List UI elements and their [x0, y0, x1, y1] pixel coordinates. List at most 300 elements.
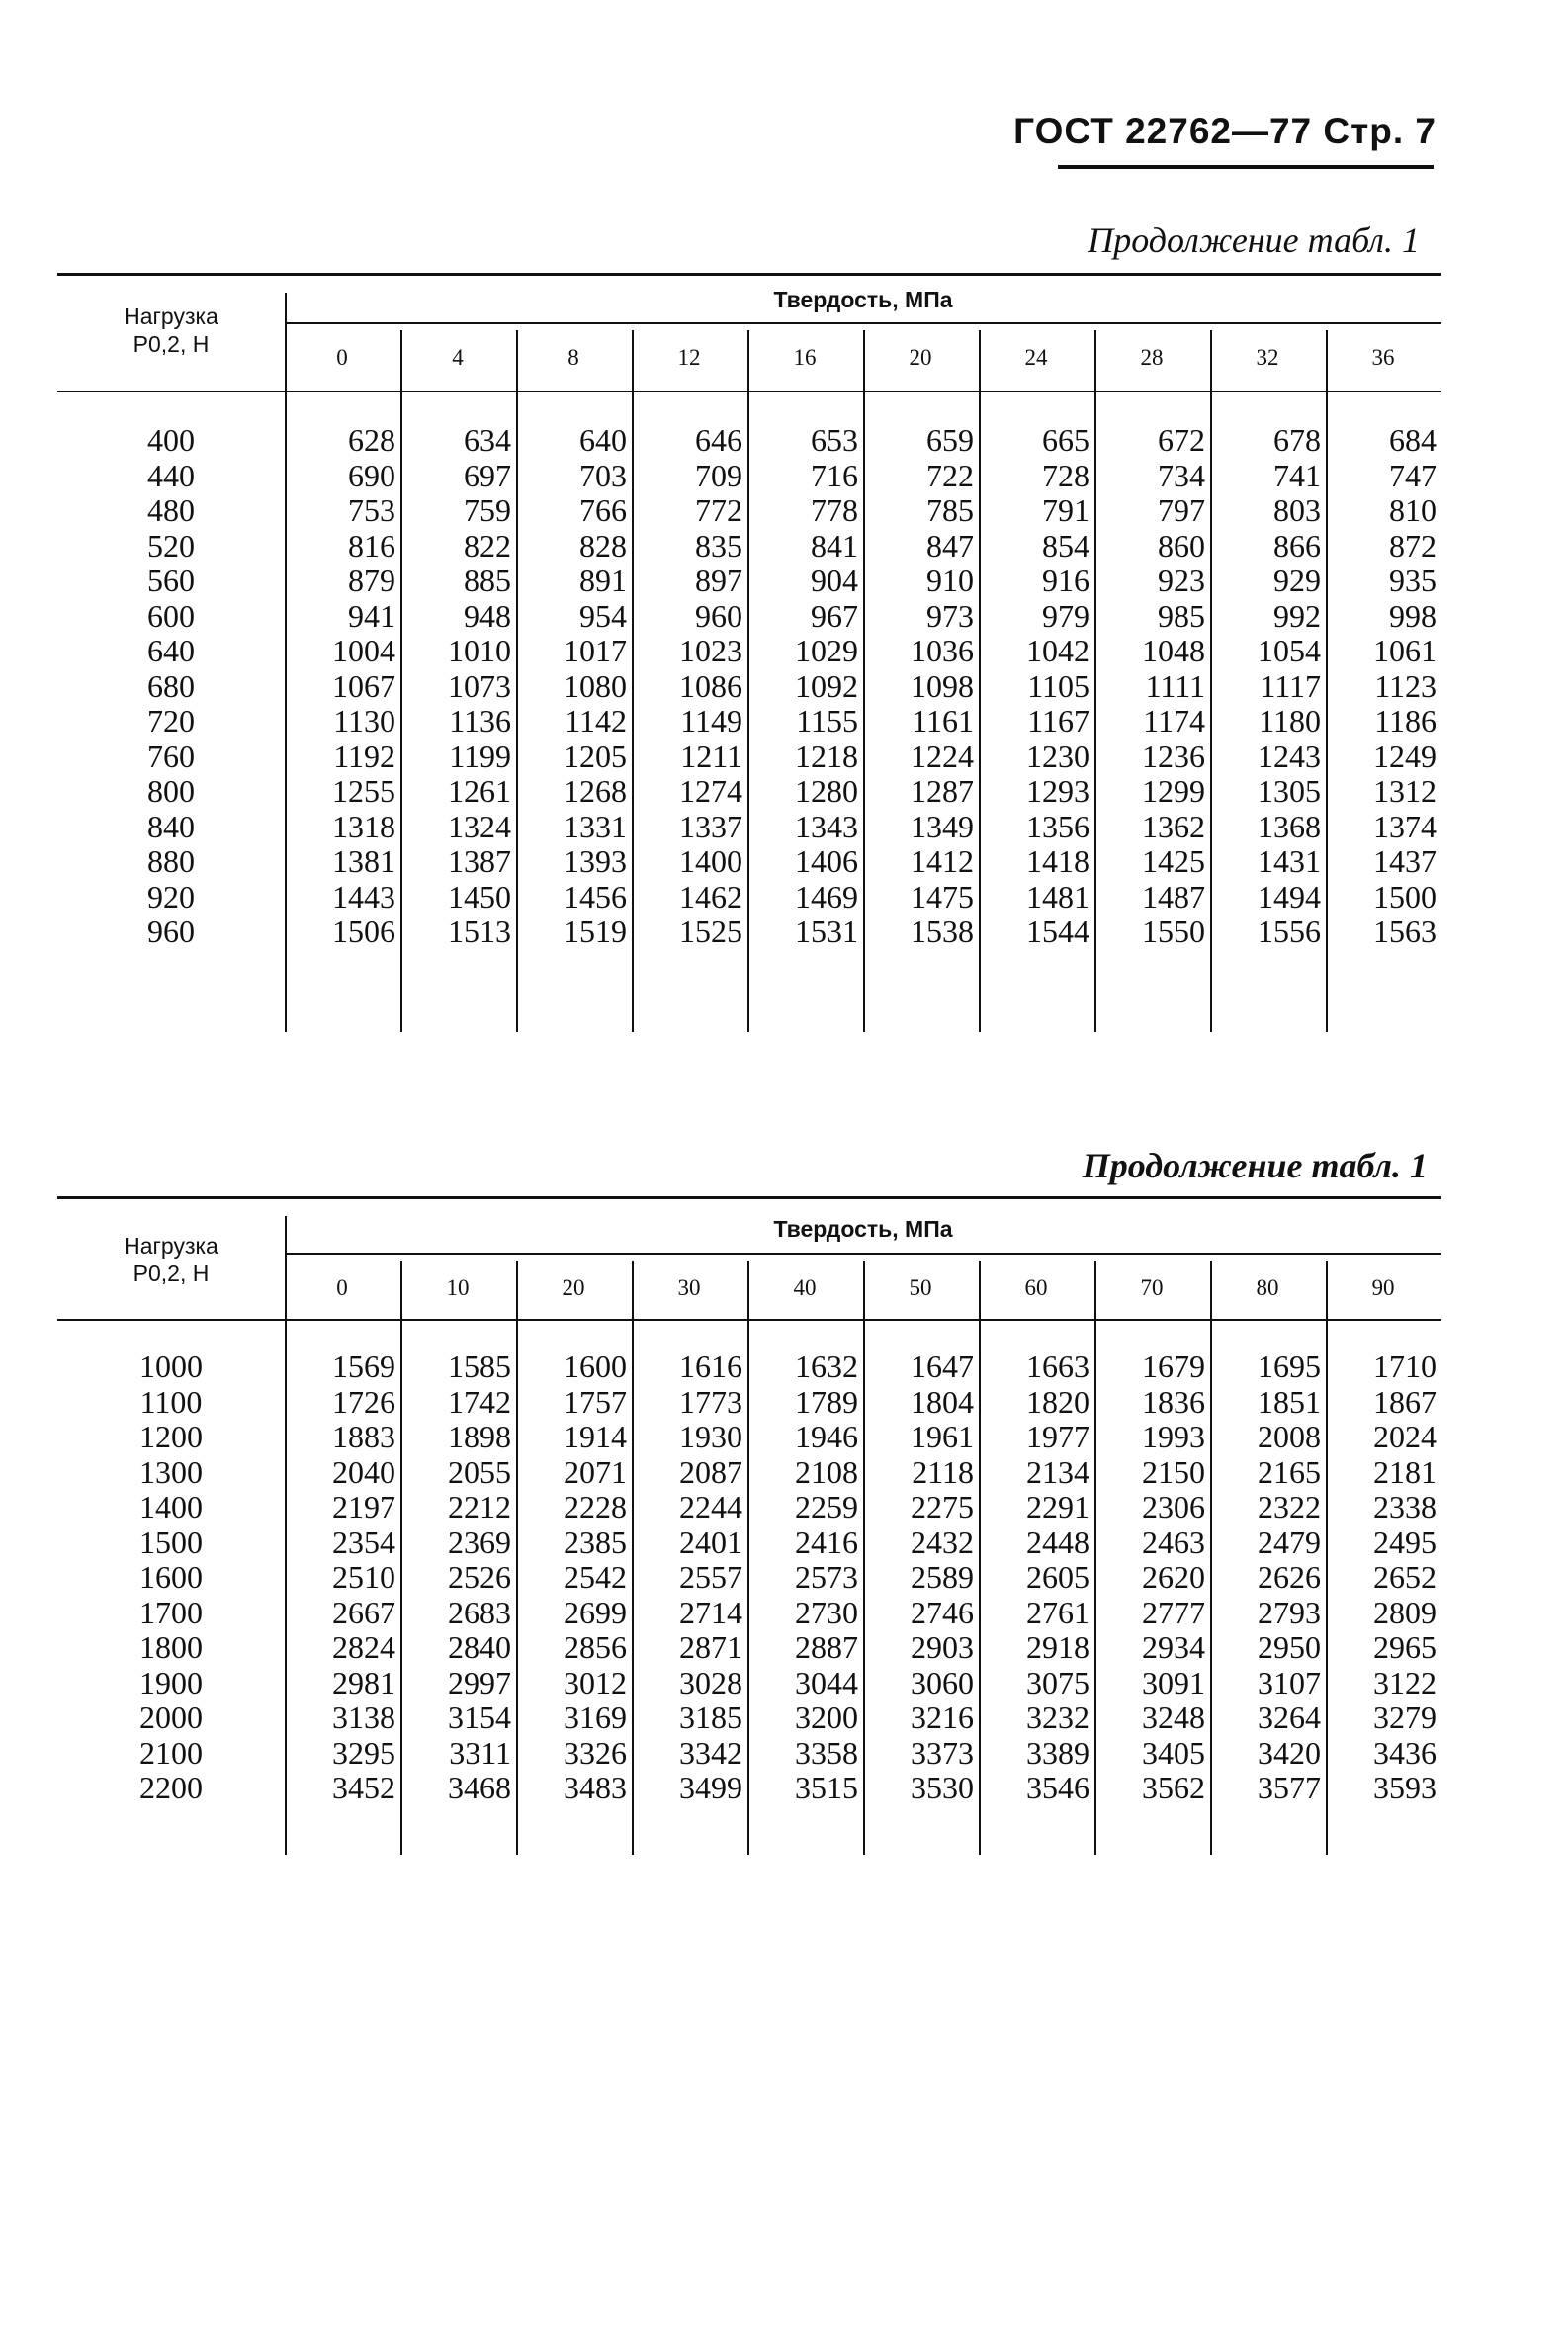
table-cell: 1274 — [679, 773, 742, 809]
table-cell: 1742 — [448, 1383, 511, 1420]
hardness-column — [632, 1350, 742, 1806]
table-cell: 3468 — [448, 1770, 511, 1805]
table-cell: 1230 — [1026, 738, 1089, 774]
table-cell: 1851 — [1258, 1383, 1321, 1420]
hardness-column — [1326, 423, 1437, 950]
column-header: 60 — [1024, 1275, 1048, 1300]
table-cell: 3389 — [1026, 1734, 1089, 1771]
load-value: 1100 — [139, 1383, 203, 1420]
table-cell: 785 — [926, 492, 974, 528]
load-column — [57, 423, 285, 950]
table-cell: 1174 — [1143, 703, 1205, 739]
column-header: 24 — [1024, 345, 1048, 370]
load-value: 880 — [147, 843, 195, 879]
table-cell: 1029 — [795, 633, 858, 668]
table-cell: 1710 — [1373, 1349, 1437, 1384]
table-cell: 1192 — [333, 738, 395, 774]
table-cell: 1494 — [1258, 878, 1321, 915]
table-cell: 992 — [1273, 597, 1321, 634]
table-cell: 2714 — [679, 1594, 742, 1630]
hardness-column — [516, 423, 627, 950]
hardness-column — [979, 423, 1089, 950]
table-cell: 2840 — [448, 1629, 511, 1665]
table-cell: 2589 — [911, 1559, 974, 1595]
table-cell: 1287 — [911, 773, 974, 809]
header-bottom-rule — [57, 391, 1441, 392]
table-cell: 1425 — [1142, 843, 1205, 879]
table-cell: 2448 — [1026, 1524, 1089, 1560]
hardness-column — [400, 1350, 511, 1806]
load-value: 2200 — [139, 1770, 203, 1805]
table-cell: 872 — [1389, 527, 1437, 564]
table-cell: 1149 — [680, 703, 742, 739]
table-cell: 3342 — [679, 1734, 742, 1771]
column-header: 20 — [562, 1275, 585, 1300]
load-value: 720 — [147, 703, 195, 739]
table-cell: 1663 — [1026, 1349, 1089, 1384]
table-cell: 2809 — [1373, 1594, 1437, 1630]
table-cell: 734 — [1158, 457, 1205, 493]
table-cell: 709 — [695, 457, 742, 493]
table-cell: 2354 — [332, 1524, 395, 1560]
table-cell: 1993 — [1142, 1419, 1205, 1454]
table-cell: 791 — [1042, 492, 1089, 528]
table-cell: 973 — [926, 597, 974, 634]
table-cell: 3279 — [1373, 1699, 1437, 1735]
table-cell: 1462 — [679, 878, 742, 915]
load-value: 2100 — [139, 1734, 203, 1771]
table-cell: 1647 — [911, 1349, 974, 1384]
table-cell: 2965 — [1373, 1629, 1437, 1665]
table-cell: 822 — [464, 527, 511, 564]
table-cell: 2150 — [1142, 1453, 1205, 1490]
table-cell: 1804 — [911, 1383, 974, 1420]
table-cell: 816 — [348, 527, 395, 564]
table-cell: 3200 — [795, 1699, 858, 1735]
table-cell: 1400 — [679, 843, 742, 879]
table-cell: 2824 — [332, 1629, 395, 1665]
table-cell: 1054 — [1258, 633, 1321, 668]
page-header — [1013, 111, 1437, 152]
table-cell: 672 — [1158, 422, 1205, 458]
table-cell: 2338 — [1373, 1489, 1437, 1524]
hardness-column — [1094, 1350, 1205, 1806]
table-cell: 1155 — [796, 703, 858, 739]
table-cell: 2730 — [795, 1594, 858, 1630]
table-cell: 653 — [811, 422, 858, 458]
column-header: 16 — [793, 345, 817, 370]
table-cell: 1600 — [564, 1349, 627, 1384]
table-cell: 3295 — [332, 1734, 395, 1771]
hardness-column — [863, 1350, 974, 1806]
table-cell: 2306 — [1142, 1489, 1205, 1524]
table-cell: 1616 — [679, 1349, 742, 1384]
column-header: 12 — [677, 345, 701, 370]
table-cell: 1469 — [795, 878, 858, 915]
header-bottom-rule — [57, 1319, 1441, 1321]
load-value: 1400 — [139, 1489, 203, 1524]
load-value: 1700 — [139, 1594, 203, 1630]
table-cell: 3499 — [679, 1770, 742, 1805]
load-value: 1000 — [139, 1349, 203, 1384]
table-cell: 2108 — [795, 1453, 858, 1490]
table-cell: 1061 — [1373, 633, 1437, 668]
table-cell: 916 — [1042, 563, 1089, 598]
table-cell: 3577 — [1258, 1770, 1321, 1805]
table-cell: 1092 — [795, 667, 858, 704]
table-cell: 1186 — [1374, 703, 1437, 739]
load-value: 920 — [147, 878, 195, 915]
table-cell: 2777 — [1142, 1594, 1205, 1630]
table-2-caption: Продолжение табл. 1 — [1082, 1146, 1428, 1185]
table-cell: 2055 — [448, 1453, 511, 1490]
table-cell: 1456 — [564, 878, 627, 915]
column-header: 90 — [1371, 1275, 1395, 1300]
hardness-column — [1326, 1350, 1437, 1806]
column-header: 50 — [909, 1275, 932, 1300]
table-cell: 2495 — [1373, 1524, 1437, 1560]
hardness-column — [400, 423, 511, 950]
table-cell: 2793 — [1258, 1594, 1321, 1630]
table-cell: 3060 — [911, 1664, 974, 1700]
table-cell: 2181 — [1373, 1453, 1437, 1490]
table-cell: 891 — [579, 563, 627, 598]
table-cell: 1757 — [564, 1383, 627, 1420]
table-cell: 1443 — [332, 878, 395, 915]
table-cell: 967 — [811, 597, 858, 634]
table-cell: 2605 — [1026, 1559, 1089, 1595]
table-cell: 2652 — [1373, 1559, 1437, 1595]
table-cell: 1318 — [332, 808, 395, 844]
column-header: 40 — [793, 1275, 817, 1300]
table-cell: 2761 — [1026, 1594, 1089, 1630]
load-header — [57, 303, 285, 358]
load-header — [57, 1232, 285, 1287]
table-cell: 3264 — [1258, 1699, 1321, 1735]
table-cell: 1836 — [1142, 1383, 1205, 1420]
table-cell: 1475 — [911, 878, 974, 915]
table-cell: 885 — [464, 563, 511, 598]
table-cell: 2620 — [1142, 1559, 1205, 1595]
table-cell: 847 — [926, 527, 974, 564]
table-cell: 1312 — [1373, 773, 1437, 809]
table-cell: 1538 — [911, 914, 974, 949]
table-cell: 690 — [348, 457, 395, 493]
table-cell: 3436 — [1373, 1734, 1437, 1771]
table-cell: 1525 — [679, 914, 742, 949]
table-cell: 1356 — [1026, 808, 1089, 844]
table-cell: 2291 — [1026, 1489, 1089, 1524]
table-cell: 2871 — [679, 1629, 742, 1665]
table-cell: 1331 — [564, 808, 627, 844]
table-cell: 659 — [926, 422, 974, 458]
column-header: 32 — [1256, 345, 1279, 370]
table-cell: 979 — [1042, 597, 1089, 634]
table-cell: 646 — [695, 422, 742, 458]
hardness-column — [747, 1350, 858, 1806]
hardness-column — [632, 423, 742, 950]
table-cell: 3546 — [1026, 1770, 1089, 1805]
table-cell: 1305 — [1258, 773, 1321, 809]
table-cell: 910 — [926, 563, 974, 598]
load-value: 800 — [147, 773, 195, 809]
page-header-text: ГОСТ 22762—77 Стр. 7 — [1013, 111, 1437, 151]
column-header: 0 — [336, 1275, 348, 1300]
table-cell: 753 — [348, 492, 395, 528]
table-cell: 3122 — [1373, 1664, 1437, 1700]
load-value: 1800 — [139, 1629, 203, 1665]
table-cell: 1218 — [795, 738, 858, 774]
table-cell: 2322 — [1258, 1489, 1321, 1524]
table-cell: 810 — [1389, 492, 1437, 528]
table-cell: 2024 — [1373, 1419, 1437, 1454]
table-cell: 2526 — [448, 1559, 511, 1595]
table-cell: 3373 — [911, 1734, 974, 1771]
table-cell: 2275 — [911, 1489, 974, 1524]
table-cell: 3452 — [332, 1770, 395, 1805]
table-cell: 1123 — [1374, 667, 1437, 704]
table-cell: 3405 — [1142, 1734, 1205, 1771]
column-header: 8 — [567, 345, 579, 370]
table-cell: 3012 — [564, 1664, 627, 1700]
table-cell: 1280 — [795, 773, 858, 809]
load-value: 1600 — [139, 1559, 203, 1595]
load-header-label: Нагрузка — [124, 1233, 218, 1259]
table-cell: 985 — [1158, 597, 1205, 634]
table-cell: 2165 — [1258, 1453, 1321, 1490]
table-cell: 1023 — [679, 633, 742, 668]
table-cell: 1224 — [911, 738, 974, 774]
table-cell: 1506 — [332, 914, 395, 949]
table-cell: 1293 — [1026, 773, 1089, 809]
table-cell: 1418 — [1026, 843, 1089, 879]
table-cell: 3311 — [449, 1734, 511, 1771]
load-value: 1200 — [139, 1419, 203, 1454]
table-1-caption: Продолжение табл. 1 — [1088, 220, 1420, 260]
table-cell: 2542 — [564, 1559, 627, 1595]
load-value: 760 — [147, 738, 195, 774]
column-header: 0 — [336, 345, 348, 370]
table-cell: 1337 — [679, 808, 742, 844]
table-cell: 697 — [464, 457, 511, 493]
table-cell: 772 — [695, 492, 742, 528]
table-cell: 1136 — [449, 703, 511, 739]
table-cell: 935 — [1389, 563, 1437, 598]
table-cell: 1387 — [448, 843, 511, 879]
column-header: 70 — [1140, 1275, 1164, 1300]
table-cell: 948 — [464, 597, 511, 634]
table-cell: 3185 — [679, 1699, 742, 1735]
load-value: 600 — [147, 597, 195, 634]
table-cell: 866 — [1273, 527, 1321, 564]
hardness-column — [285, 423, 395, 950]
table-cell: 2903 — [911, 1629, 974, 1665]
table-cell: 2918 — [1026, 1629, 1089, 1665]
column-header: 80 — [1256, 1275, 1279, 1300]
table-cell: 2416 — [795, 1524, 858, 1560]
table-cell: 2087 — [679, 1453, 742, 1490]
load-value: 440 — [147, 457, 195, 493]
table-cell: 1343 — [795, 808, 858, 844]
column-header: 10 — [446, 1275, 470, 1300]
table-cell: 640 — [579, 422, 627, 458]
table-cell: 3326 — [564, 1734, 627, 1771]
table-cell: 1883 — [332, 1419, 395, 1454]
table-cell: 766 — [579, 492, 627, 528]
load-header-symbol: P0,2, Н — [132, 1261, 210, 1286]
hardness-column — [1210, 1350, 1321, 1806]
column-header: 20 — [909, 345, 932, 370]
table-cell: 3530 — [911, 1770, 974, 1805]
table-cell: 1563 — [1373, 914, 1437, 949]
table-cell: 954 — [579, 597, 627, 634]
load-value: 2000 — [139, 1699, 203, 1735]
table-cell: 2259 — [795, 1489, 858, 1524]
table-cell: 1519 — [564, 914, 627, 949]
table-cell: 2244 — [679, 1489, 742, 1524]
table-cell: 1679 — [1142, 1349, 1205, 1384]
table-cell: 1412 — [911, 843, 974, 879]
table-cell: 854 — [1042, 527, 1089, 564]
table-cell: 1073 — [448, 667, 511, 704]
table-cell: 860 — [1158, 527, 1205, 564]
table-cell: 2479 — [1258, 1524, 1321, 1560]
table-cell: 803 — [1273, 492, 1321, 528]
table-cell: 1773 — [679, 1383, 742, 1420]
table-cell: 998 — [1389, 597, 1437, 634]
table-cell: 2950 — [1258, 1629, 1321, 1665]
table-cell: 1374 — [1373, 808, 1437, 844]
hardness-header: Твердость, МПа — [773, 287, 953, 312]
table-cell: 634 — [464, 422, 511, 458]
hardness-column — [1094, 423, 1205, 950]
load-value: 1300 — [139, 1453, 203, 1490]
table-cell: 2981 — [332, 1664, 395, 1700]
table-cell: 2385 — [564, 1524, 627, 1560]
table-top-rule — [57, 1196, 1441, 1199]
table-cell: 2626 — [1258, 1559, 1321, 1595]
table-cell: 1544 — [1026, 914, 1089, 949]
table-cell: 2934 — [1142, 1629, 1205, 1665]
table-cell: 841 — [811, 527, 858, 564]
table-cell: 1211 — [680, 738, 742, 774]
table-cell: 1381 — [332, 843, 395, 879]
table-cell: 1036 — [911, 633, 974, 668]
table-cell: 2463 — [1142, 1524, 1205, 1560]
table-cell: 3358 — [795, 1734, 858, 1771]
table-cell: 778 — [811, 492, 858, 528]
column-header: 28 — [1140, 345, 1164, 370]
table-top-rule — [57, 273, 1441, 276]
table-cell: 678 — [1273, 422, 1321, 458]
table-cell: 2118 — [912, 1453, 974, 1490]
table-cell: 1914 — [564, 1419, 627, 1454]
hardness-column — [1210, 423, 1321, 950]
table-cell: 3248 — [1142, 1699, 1205, 1735]
load-value: 480 — [147, 492, 195, 528]
table-cell: 1531 — [795, 914, 858, 949]
load-header-label: Нагрузка — [124, 304, 218, 329]
table-cell: 728 — [1042, 457, 1089, 493]
table-cell: 1431 — [1258, 843, 1321, 879]
table-cell: 1111 — [1145, 667, 1205, 704]
table-cell: 1261 — [448, 773, 511, 809]
table-cell: 1487 — [1142, 878, 1205, 915]
table-cell: 2683 — [448, 1594, 511, 1630]
table-cell: 3075 — [1026, 1664, 1089, 1700]
table-cell: 1067 — [332, 667, 395, 704]
table-cell: 1324 — [448, 808, 511, 844]
table-cell: 1585 — [448, 1349, 511, 1384]
table-cell: 3515 — [795, 1770, 858, 1805]
table-cell: 665 — [1042, 422, 1089, 458]
table-cell: 628 — [348, 422, 395, 458]
table-cell: 1437 — [1373, 843, 1437, 879]
table-cell: 797 — [1158, 492, 1205, 528]
table-cell: 2557 — [679, 1559, 742, 1595]
table-cell: 2432 — [911, 1524, 974, 1560]
table-cell: 1268 — [564, 773, 627, 809]
table-cell: 1243 — [1258, 738, 1321, 774]
table-cell: 1080 — [564, 667, 627, 704]
table-cell: 1695 — [1258, 1349, 1321, 1384]
table-cell: 960 — [695, 597, 742, 634]
table-cell: 1513 — [448, 914, 511, 949]
table-cell: 1556 — [1258, 914, 1321, 949]
table-cell: 2071 — [564, 1453, 627, 1490]
table-cell: 2997 — [448, 1664, 511, 1700]
table-cell: 3216 — [911, 1699, 974, 1735]
load-value: 960 — [147, 914, 195, 949]
table-cell: 3091 — [1142, 1664, 1205, 1700]
table-cell: 1205 — [564, 738, 627, 774]
column-header: 4 — [452, 345, 464, 370]
load-value: 1500 — [139, 1524, 203, 1560]
table-cell: 722 — [926, 457, 974, 493]
table-cell: 684 — [1389, 422, 1437, 458]
table-cell: 1362 — [1142, 808, 1205, 844]
load-value: 840 — [147, 808, 195, 844]
table-cell: 3593 — [1373, 1770, 1437, 1805]
table-cell: 716 — [811, 457, 858, 493]
table-cell: 1632 — [795, 1349, 858, 1384]
load-header-symbol: P0,2, Н — [132, 331, 210, 357]
table-cell: 3107 — [1258, 1664, 1321, 1700]
load-value: 400 — [147, 422, 195, 458]
table-cell: 1142 — [565, 703, 627, 739]
table-cell: 923 — [1158, 563, 1205, 598]
table-cell: 2856 — [564, 1629, 627, 1665]
table-cell: 1898 — [448, 1419, 511, 1454]
table-cell: 828 — [579, 527, 627, 564]
header-rule — [1058, 165, 1434, 169]
load-value: 1900 — [139, 1664, 203, 1700]
table-cell: 3169 — [564, 1699, 627, 1735]
table-cell: 1299 — [1142, 773, 1205, 809]
hardness-column — [747, 423, 858, 950]
table-cell: 1130 — [333, 703, 395, 739]
table-cell: 2197 — [332, 1489, 395, 1524]
table-cell: 3483 — [564, 1770, 627, 1805]
table-cell: 703 — [579, 457, 627, 493]
table-cell: 1098 — [911, 667, 974, 704]
table-cell: 1048 — [1142, 633, 1205, 668]
table-cell: 1867 — [1373, 1383, 1437, 1420]
table-cell: 897 — [695, 563, 742, 598]
table-cell: 1569 — [332, 1349, 395, 1384]
table-cell: 1368 — [1258, 808, 1321, 844]
table-cell: 2008 — [1258, 1419, 1321, 1454]
